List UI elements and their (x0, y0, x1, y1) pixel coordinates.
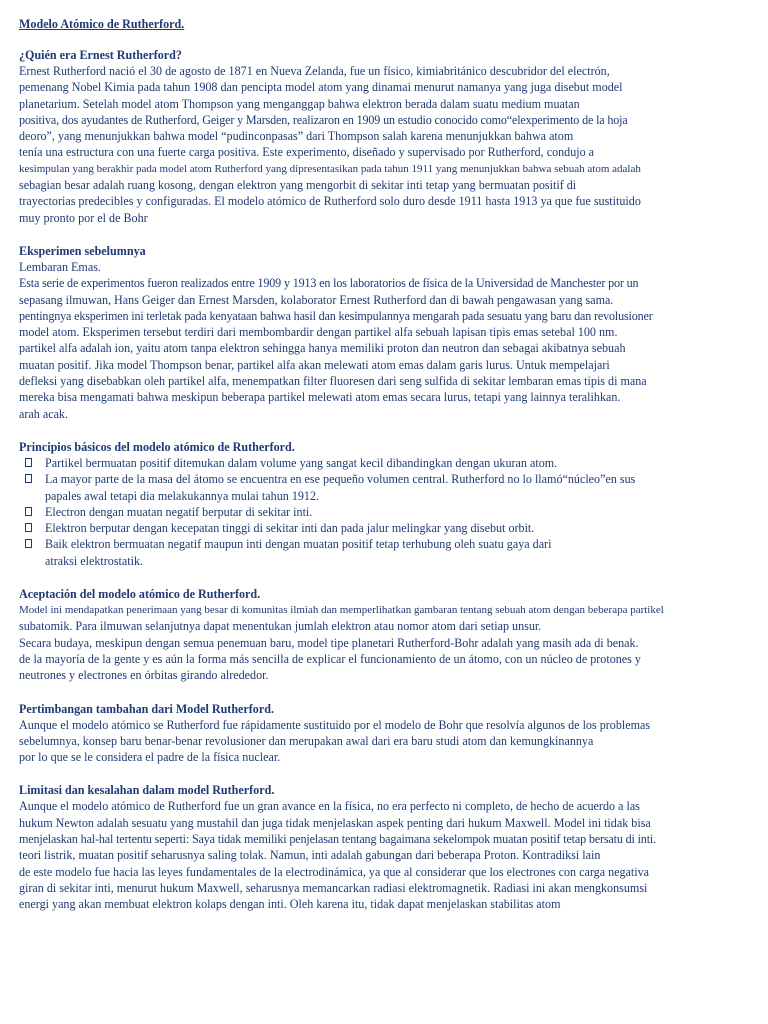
square-bullet-icon (25, 474, 32, 483)
square-bullet-icon (25, 507, 32, 516)
text-line: trayectorias predecibles y configuradas. El modelo atómico de Rutherford solo duro desde 1911 hasta 1913 ya que fue sustituido (19, 194, 641, 209)
text-line: tenía una estructura con una fuerte carga positiva. Este experimento, diseñado y supervisado por Rutherford, condujo a (19, 145, 595, 160)
text-line: mereka bisa mengamati bahwa meskipun beberapa partikel melewati atom emas secara lurus, tetapi yang lainnya teralihkan. (19, 390, 621, 405)
text-line: kesimpulan yang berakhir pada model atom Rutherford yang dipresentasikan pada tahun 1911 yang menunjukkan bahwa sebuah atom adalah (19, 162, 641, 175)
text-line: Esta serie de experimentos fueron realizados entre 1909 y 1913 en los laboratorios de física de la Universidad de Manchester por un (19, 276, 639, 291)
text-line: Aunque el modelo atómico se Rutherford fue rápidamente sustituido por el modelo de Bohr que resolvía algunos de los problemas (19, 717, 651, 732)
section-heading: Eksperimen sebelumnya (19, 243, 146, 258)
text-line: hukum Newton adalah sesuatu yang mustahil dan juga tidak menjelaskan aspek penting dari hukum Maxwell. Model ini tidak bisa (19, 815, 651, 830)
text-line: subatomik. Para ilmuwan selanjutnya dapat menentukan jumlah elektron atau nomor atom dari setiap unsur. (19, 619, 542, 634)
section-limitations (19, 782, 767, 912)
text-line: pemenang Nobel Kimia pada tahun 1908 dan pencipta model atom yang dinamai menurut namanya yang juga disebut model (19, 80, 623, 95)
principles-list (19, 455, 767, 569)
text-line: defleksi yang disebabkan oleh partikel alfa, menempatkan filter fluoresen dari seng sulfida di sekitar lembaran emas tipis di mana (19, 374, 647, 389)
text-line: muatan positif. Jika model Thompson benar, partikel alfa akan melewati atom emas dalam garis lurus. Untuk mempelajari (19, 357, 610, 372)
text-line: por lo que se le considera el padre de la física nuclear. (19, 750, 281, 765)
text-line: neutrones y electrones en órbitas girando alrededor. (19, 668, 269, 683)
text-line: sepasang ilmuwan, Hans Geiger dan Ernest Marsden, kolaborator Ernest Rutherford dan di bawah pengawasan yang sama. (19, 292, 614, 307)
list-item: Baik elektron bermuatan negatif maupun inti dengan muatan positif tetap terhubung oleh suatu gaya dari atraksi elektrostatik. (19, 536, 767, 569)
section-heading: Pertimbangan tambahan dari Model Rutherford. (19, 701, 274, 716)
text-line: Aunque el modelo atómico de Rutherford fue un gran avance en la física, no era perfecto ni completo, de hecho de acuerdo a las (19, 799, 640, 814)
section-who-was-rutherford (19, 47, 767, 226)
text-line: muy pronto por el de Bohr (19, 210, 148, 225)
square-bullet-icon (25, 523, 32, 532)
text-line: deoro”, yang menunjukkan bahwa model “pudinconpasas” dari Thompson salah karena menunjukkan bahwa atom (19, 129, 574, 144)
text-line: de este modelo fue hacia las leyes fundamentales de la electrodinámica, ya que al considerar que los electrones con carga negativa (19, 864, 650, 879)
text-line: energi yang akan membuat elektron kolaps dengan inti. Oleh karena itu, tidak dapat menjelaskan stabilitas atom (19, 897, 561, 912)
list-item: Electron dengan muatan negatif berputar di sekitar inti. (19, 504, 767, 520)
document-title: Modelo Atómico de Rutherford. (19, 17, 185, 31)
square-bullet-icon (25, 539, 32, 548)
section-heading: Aceptación del modelo atómico de Rutherford. (19, 587, 261, 602)
list-item: Elektron berputar dengan kecepatan tinggi di sekitar inti dan pada jalur melingkar yang disebut orbit. (19, 520, 767, 536)
section-heading: Limitasi dan kesalahan dalam model Rutherford. (19, 783, 275, 798)
text-line: sebagian besar adalah ruang kosong, dengan elektron yang mengorbit di sekitar inti tetap yang bermuatan positif di (19, 178, 577, 193)
section-acceptance (19, 586, 767, 683)
section-heading: ¿Quién era Ernest Rutherford? (19, 48, 182, 62)
text-line: planetarium. Setelah model atom Thompson yang menganggap bahwa elektron berada dalam suatu medium muatan (19, 96, 580, 111)
text-line: partikel alfa adalah ion, yaitu atom tanpa elektron sehingga hanya memiliki proton dan neutron dan sebagai akibatnya sebuah (19, 341, 626, 356)
text-line: teori listrik, muatan positif seharusnya saling tolak. Namun, inti adalah gabungan dari beberapa Proton. Kontradiksi lain (19, 848, 601, 863)
text-line: menjelaskan hal-hal tertentu seperti: Saya tidak memiliki penjelasan tentang bagaimana sekelompok muatan positif tetap bersatu di inti. (19, 831, 656, 846)
square-bullet-icon (25, 458, 32, 467)
text-line: positiva, dos ayudantes de Rutherford, Geiger y Marsden, realizaron en 1909 un estudio conocido como“elexperimento de la hoja (19, 112, 628, 127)
text-line: giran di sekitar inti, menurut hukum Maxwell, seharusnya memancarkan radiasi elektromagnetik. Radiasi ini akan mengkonsumsi (19, 880, 648, 895)
list-item: Partikel bermuatan positif ditemukan dalam volume yang sangat kecil dibandingkan dengan ukuran atom. (19, 455, 767, 471)
section-heading: Principios básicos del modelo atómico de Rutherford. (19, 439, 295, 454)
text-line: Ernest Rutherford nació el 30 de agosto de 1871 en Nueva Zelanda, fue un físico, kimiabritánico descubridor del electrón, (19, 64, 610, 78)
text-line: de la mayoría de la gente y es aún la forma más sencilla de explicar el funcionamiento de un átomo, con un núcleo de protones y (19, 651, 641, 666)
text-line: arah acak. (19, 406, 69, 421)
section-previous-experiment (19, 243, 767, 422)
section-basic-principles (19, 439, 767, 569)
text-line: Secara budaya, meskipun dengan semua penemuan baru, model tipe planetari Rutherford-Bohr adalah yang masih ada di benak. (19, 635, 639, 650)
text-line: model atom. Eksperimen tersebut terdiri dari membombardir dengan partikel alfa sebuah lapisan tipis emas setebal 100 nm. (19, 325, 618, 340)
text-line: sebelumnya, konsep baru benar-benar revolusioner dan merupakan awal dari era baru studi atom dan kemungkinannya (19, 733, 594, 748)
text-line: Model ini mendapatkan penerimaan yang besar di komunitas ilmiah dan memperlihatkan gambaran tentang sebuah atom dengan beberapa partikel (19, 604, 664, 617)
list-item: La mayor parte de la masa del átomo se encuentra en ese pequeño volumen central. Rutherford no lo llamó“núcleo”en sus papales awal tetapi dia melakukannya mulai tahun 1912. (19, 471, 767, 504)
document-page (19, 16, 767, 912)
text-line: Lembaran Emas. (19, 259, 101, 274)
text-line: pentingnya eksperimen ini terletak pada kenyataan bahwa hasil dan kesimpulannya mengarah pada sesuatu yang baru dan revolusioner (19, 308, 653, 323)
section-additional-considerations (19, 701, 767, 766)
